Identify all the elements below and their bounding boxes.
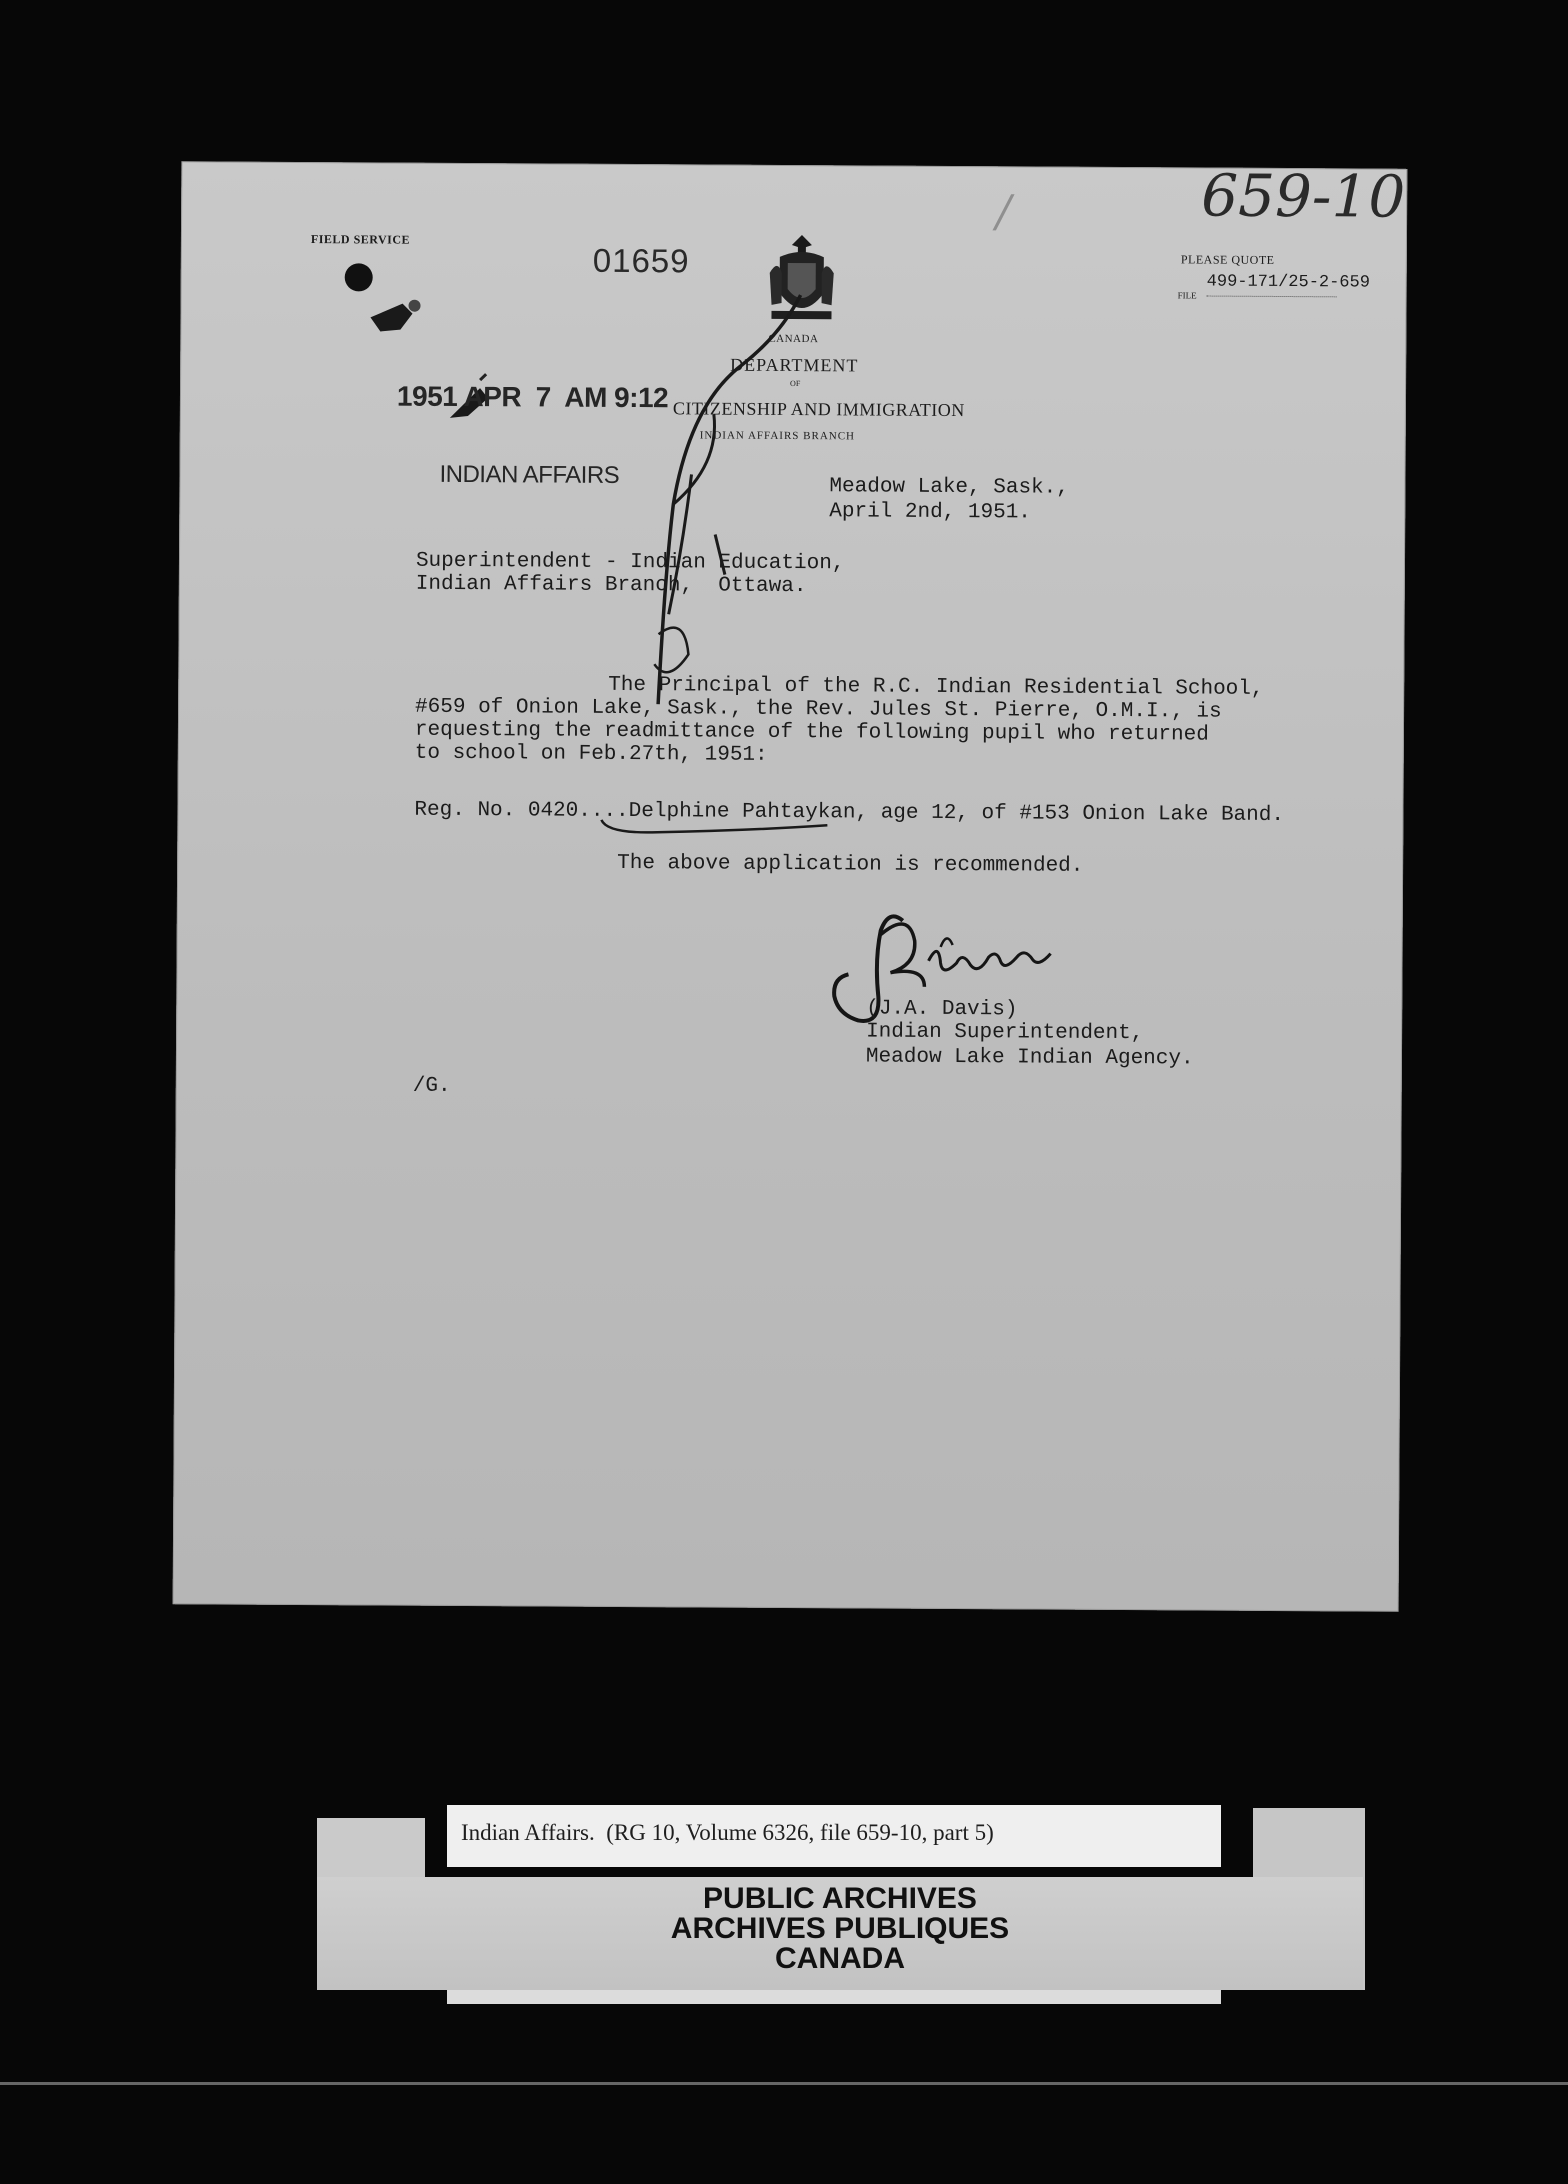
indian-affairs-stamp: INDIAN AFFAIRS: [439, 460, 620, 489]
letter-date: April 2nd, 1951.: [829, 500, 1031, 525]
of-label: OF: [790, 378, 801, 389]
archive-stamp: [317, 1884, 1363, 1974]
archive-citation: Indian Affairs. (RG 10, Volume 6326, file 659-10, part 5): [461, 1820, 994, 1845]
signer-agency: Meadow Lake Indian Agency.: [865, 1045, 1194, 1071]
handwritten-underline-icon: [597, 814, 837, 839]
addressee-line-1: Superintendent - Indian Education,: [415, 549, 845, 576]
scan-bottom-edge: [0, 2082, 1568, 2085]
archive-citation-card: [447, 1805, 1221, 1867]
signer-title: Indian Superintendent,: [866, 1020, 1144, 1046]
letter-place: Meadow Lake, Sask.,: [829, 475, 1069, 500]
addressee-line-2: Indian Affairs Branch, Ottawa.: [415, 572, 807, 599]
recommendation-line: The above application is recommended.: [617, 851, 1084, 878]
punch-hole-marks-icon: [330, 247, 551, 458]
file-number-underline: [1207, 296, 1337, 298]
paragraph-line-2: #659 of Onion Lake, Sask., the Rev. Jules St. Pierre, O.M.I., is: [415, 695, 1222, 724]
field-service-label: FIELD SERVICE: [310, 232, 411, 247]
received-date-stamp: 1951 APR 7 AM 9:12: [396, 380, 669, 414]
registration-line: Reg. No. 0420....Delphine Pahtaykan, age 12, of #153 Onion Lake Band.: [414, 798, 1285, 828]
pen-stroke-annotation-icon: [628, 284, 831, 725]
please-quote-label: PLEASE QUOTE: [1180, 252, 1275, 267]
archive-stamp-line-2: ARCHIVES PUBLIQUES: [670, 1912, 1010, 1945]
archive-stamp-line-1: PUBLIC ARCHIVES: [703, 1882, 977, 1915]
paragraph-line-4: to school on Feb.27th, 1951:: [414, 741, 768, 767]
department-label: DEPARTMENT: [730, 354, 859, 376]
signer-name: (J.A. Davis): [866, 997, 1018, 1022]
file-label: FILE: [1177, 290, 1197, 301]
typist-initials: /G.: [412, 1074, 451, 1098]
archive-under-strip: [447, 1990, 1221, 2004]
country-label: CANADA: [768, 332, 819, 346]
archive-stamp-line-3: CANADA: [775, 1942, 905, 1975]
letter-sheet: [173, 161, 1408, 1611]
ministry-label: CITIZENSHIP AND IMMIGRATION: [672, 398, 965, 421]
paragraph-line-3: requesting the readmittance of the following pupil who returned: [414, 718, 1209, 747]
paragraph-line-1: The Principal of the R.C. Indian Residential School,: [608, 673, 1264, 701]
branch-label: INDIAN AFFAIRS BRANCH: [699, 429, 856, 443]
handwritten-faint-marks: /: [995, 186, 1012, 238]
file-number: 499-171/25-2-659: [1206, 272, 1370, 293]
handwritten-file-number: 659-10: [1201, 161, 1406, 231]
document-number: 01659: [592, 241, 690, 280]
